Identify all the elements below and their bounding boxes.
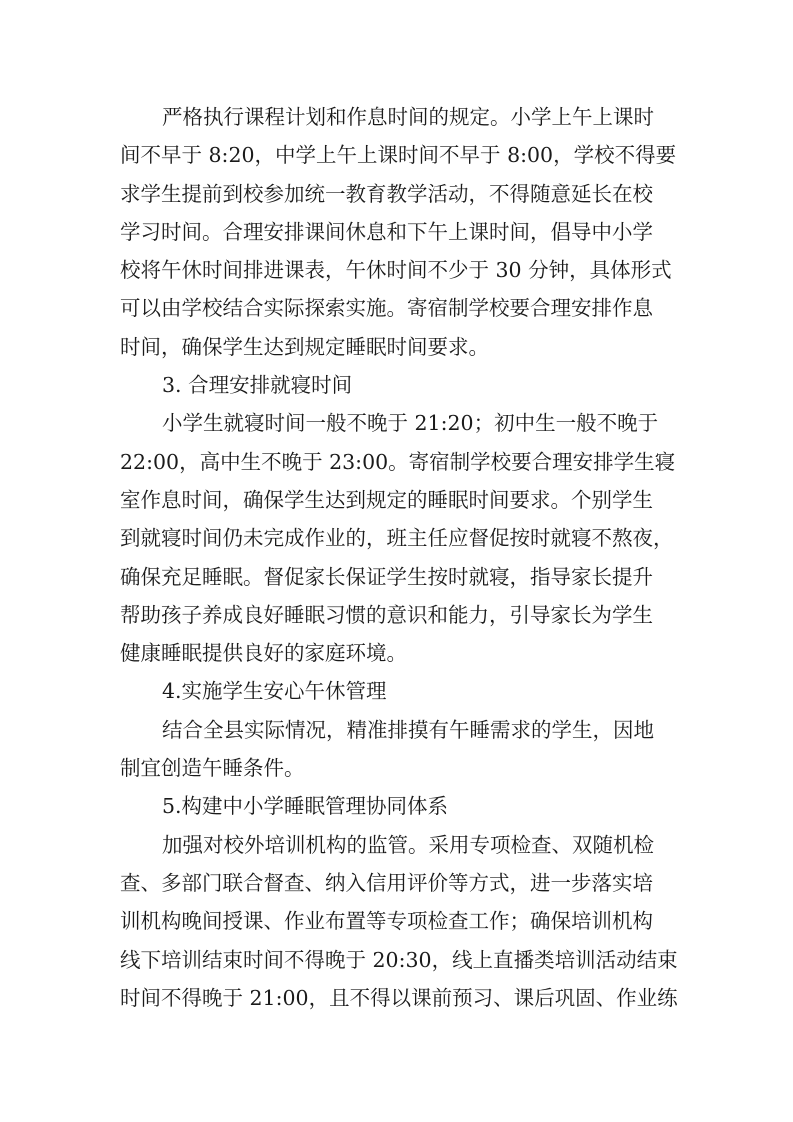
document-body <box>120 98 695 1017</box>
text-line: 确保充足睡眠。督促家长保证学生按时就寝，指导家长提升 <box>120 564 653 589</box>
text-line: 严格执行课程计划和作息时间的规定。小学上午上课时 <box>162 105 654 129</box>
text-line: 健康睡眠提供良好的家庭环境。 <box>120 641 407 666</box>
text-line: 制宜创造午睡条件。 <box>120 756 305 781</box>
text-line: 结合全县实际情况，精准排摸有午睡需求的学生，因地 <box>162 717 654 742</box>
section-heading: 3. 合理安排就寝时间 <box>162 373 353 398</box>
text-line: 校将午休时间排进课表，午休时间不少于 30 分钟，具体形式 <box>120 258 672 283</box>
text-line: 训机构晚间授课、作业布置等专项检查工作；确保培训机构 <box>120 909 653 934</box>
text-line: 22:00，高中生不晚于 23:00。寄宿制学校要合理安排学生寝 <box>120 449 676 474</box>
text-line: 小学生就寝时间一般不晚于 21:20；初中生一般不晚于 <box>162 411 659 436</box>
section-heading: 5.构建中小学睡眠管理协同体系 <box>162 794 449 819</box>
text-line: 时间不得晚于 21:00，且不得以课前预习、课后巩固、作业练 <box>120 985 678 1010</box>
text-line: 加强对校外培训机构的监管。采用专项检查、双随机检 <box>162 832 654 857</box>
section-heading: 4.实施学生安心午休管理 <box>162 679 387 704</box>
text-line: 求学生提前到校参加统一教育教学活动，不得随意延长在校 <box>120 181 653 206</box>
text-line: 到就寝时间仍未完成作业的，班主任应督促按时就寝不熬夜， <box>120 526 674 551</box>
text-line: 室作息时间，确保学生达到规定的睡眠时间要求。个别学生 <box>120 487 653 512</box>
text-line: 间不早于 8:20，中学上午上课时间不早于 8:00，学校不得要 <box>120 143 677 168</box>
text-line: 线下培训结束时间不得晚于 20:30，线上直播类培训活动结束 <box>120 947 678 972</box>
text-line: 可以由学校结合实际探索实施。寄宿制学校要合理安排作息 <box>120 296 653 321</box>
text-line: 时间，确保学生达到规定睡眠时间要求。 <box>120 334 489 359</box>
text-line: 学习时间。合理安排课间休息和下午上课时间，倡导中小学 <box>120 219 653 244</box>
text-line: 查、多部门联合督查、纳入信用评价等方式，进一步落实培 <box>120 870 653 895</box>
text-line: 帮助孩子养成良好睡眠习惯的意识和能力，引导家长为学生 <box>120 602 653 627</box>
